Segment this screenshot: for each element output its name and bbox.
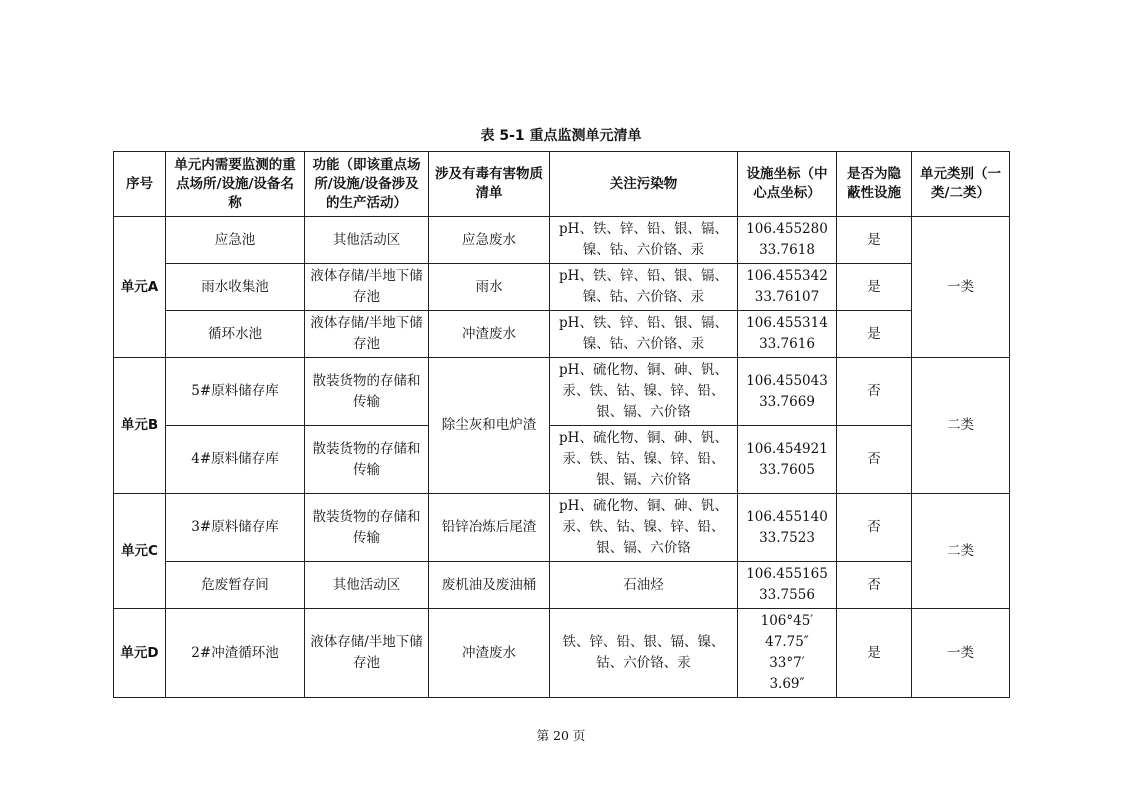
unit-b-category: 二类 [912, 358, 1010, 494]
header-row [114, 152, 1010, 217]
function-cell: 其他活动区 [305, 562, 429, 609]
hazardous-cell: 雨水 [429, 264, 550, 311]
facility-cell: 危废暂存间 [166, 562, 305, 609]
hazardous-cell: 铅锌冶炼后尾渣 [429, 494, 550, 562]
function-cell: 散装货物的存储和传输 [305, 358, 429, 426]
coord-line: 106.455043 [746, 372, 828, 389]
header-hazardous: 涉及有毒有害物质清单 [429, 152, 550, 217]
coord-line: 33.7605 [759, 461, 815, 478]
table-row [114, 264, 1010, 311]
header-pollutants: 关注污染物 [550, 152, 738, 217]
coord-line: 33.7618 [759, 242, 815, 258]
pollutants-cell: pH、铁、锌、铅、银、镉、镍、钴、六价铬、汞 [550, 311, 738, 358]
unit-a-label: 单元A [114, 217, 166, 358]
coord-cell [738, 609, 837, 698]
coord-cell [738, 426, 837, 494]
table-caption: 表 5-1 重点监测单元清单 [480, 128, 642, 144]
facility-cell: 2#冲渣循环池 [166, 609, 305, 698]
function-cell: 液体存储/半地下储存池 [305, 311, 429, 358]
coord-line: 47.75″ [765, 634, 809, 650]
coord-line: 106.455165 [746, 566, 828, 582]
coord-cell [738, 358, 837, 426]
table-row [114, 494, 1010, 562]
monitoring-unit-table [113, 151, 1010, 698]
coord-cell [738, 494, 837, 562]
unit-b-label: 单元B [114, 358, 166, 494]
unit-c-label: 单元C [114, 494, 166, 609]
unit-c-category: 二类 [912, 494, 1010, 609]
table-row [114, 217, 1010, 264]
function-cell: 散装货物的存储和传输 [305, 494, 429, 562]
coord-line: 106.455314 [746, 315, 828, 331]
unit-a-category: 一类 [912, 217, 1010, 358]
table-row [114, 358, 1010, 426]
coord-line: 106.455280 [746, 221, 828, 237]
coord-line: 33.7556 [759, 587, 815, 603]
hidden-cell: 否 [837, 426, 912, 494]
coord-line: 106.454921 [746, 440, 828, 457]
unit-d-label: 单元D [114, 609, 166, 698]
hidden-cell: 否 [837, 494, 912, 562]
unit-d-category: 一类 [912, 609, 1010, 698]
table-row [114, 609, 1010, 698]
header-seq: 序号 [114, 152, 166, 217]
hazardous-cell: 除尘灰和电炉渣 [429, 358, 550, 494]
coord-cell [738, 217, 837, 264]
facility-cell: 5#原料储存库 [166, 358, 305, 426]
coord-line: 3.69″ [769, 676, 805, 692]
hidden-cell: 是 [837, 264, 912, 311]
coord-cell [738, 562, 837, 609]
facility-cell: 4#原料储存库 [166, 426, 305, 494]
table-row [114, 311, 1010, 358]
hazardous-cell: 应急废水 [429, 217, 550, 264]
coord-line: 33°7′ [769, 655, 805, 671]
hazardous-cell: 冲渣废水 [429, 609, 550, 698]
hidden-cell: 是 [837, 311, 912, 358]
hidden-cell: 否 [837, 562, 912, 609]
facility-cell: 应急池 [166, 217, 305, 264]
pollutants-cell: pH、铁、锌、铅、银、镉、镍、钴、六价铬、汞 [550, 217, 738, 264]
header-hidden: 是否为隐蔽性设施 [837, 152, 912, 217]
table-row [114, 562, 1010, 609]
page-number: 第 20 页 [536, 728, 586, 743]
hidden-cell: 是 [837, 217, 912, 264]
hidden-cell: 否 [837, 358, 912, 426]
pollutants-cell: pH、铁、锌、铅、银、镉、镍、钴、六价铬、汞 [550, 264, 738, 311]
pollutants-cell: 石油烃 [550, 562, 738, 609]
facility-cell: 雨水收集池 [166, 264, 305, 311]
coord-line: 33.7669 [759, 393, 815, 410]
coord-line: 106.455140 [746, 508, 828, 525]
facility-cell: 循环水池 [166, 311, 305, 358]
facility-cell: 3#原料储存库 [166, 494, 305, 562]
header-function: 功能（即该重点场所/设施/设备涉及的生产活动） [305, 152, 429, 217]
table-row [114, 426, 1010, 494]
coord-line: 33.7616 [759, 336, 815, 352]
pollutants-cell: pH、硫化物、铜、砷、钒、汞、铁、钴、镍、锌、铅、银、镉、六价铬 [550, 426, 738, 494]
pollutants-cell: 铁、锌、铅、银、镉、镍、钴、六价铬、汞 [550, 609, 738, 698]
pollutants-cell: pH、硫化物、铜、砷、钒、汞、铁、钴、镍、锌、铅、银、镉、六价铬 [550, 494, 738, 562]
header-facility: 单元内需要监测的重点场所/设施/设备名称 [166, 152, 305, 217]
function-cell: 其他活动区 [305, 217, 429, 264]
coord-line: 33.7523 [759, 529, 815, 546]
header-category: 单元类别（一类/二类） [912, 152, 1010, 217]
pollutants-cell: pH、硫化物、铜、砷、钒、汞、铁、钴、镍、锌、铅、 银、镉、六价铬 [550, 358, 738, 426]
coord-line: 33.76107 [754, 289, 820, 305]
header-coord: 设施坐标（中心点坐标） [738, 152, 837, 217]
function-cell: 散装货物的存储和传输 [305, 426, 429, 494]
hazardous-cell: 冲渣废水 [429, 311, 550, 358]
coord-line: 106°45′ [760, 613, 814, 629]
hidden-cell: 是 [837, 609, 912, 698]
function-cell: 液体存储/半地下储存池 [305, 609, 429, 698]
coord-cell [738, 311, 837, 358]
function-cell: 液体存储/半地下储存池 [305, 264, 429, 311]
coord-cell [738, 264, 837, 311]
hazardous-cell: 废机油及废油桶 [429, 562, 550, 609]
coord-line: 106.455342 [746, 268, 828, 284]
